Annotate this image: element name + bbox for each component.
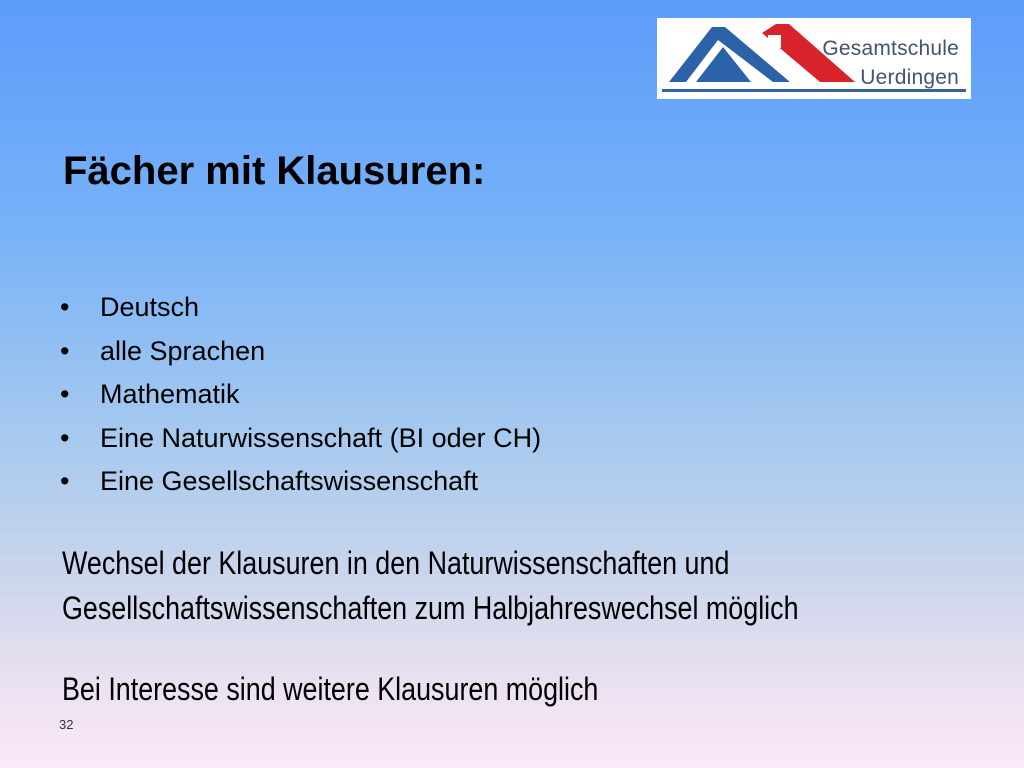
school-name — [822, 34, 959, 92]
school-name-line1: Gesamtschule — [822, 37, 959, 60]
bullet-marker: • — [60, 292, 70, 322]
school-logo — [657, 18, 971, 99]
paragraph-wechsel-line1: Wechsel der Klausuren in den Naturwissenschaften und — [62, 545, 730, 581]
school-name-line2: Uerdingen — [860, 66, 959, 89]
page-number: 32 — [59, 717, 74, 732]
paragraph-interesse: Bei Interesse sind weitere Klausuren möglich — [62, 671, 599, 707]
paragraph-wechsel-line2: Gesellschaftswissenschaften zum Halbjahreswechsel möglich — [62, 590, 799, 626]
slide-title: Fächer mit Klausuren: — [63, 149, 486, 193]
list-item — [58, 286, 541, 330]
subject-list — [58, 286, 541, 504]
list-item-label: alle Sprachen — [100, 335, 266, 366]
list-item-label: Deutsch — [100, 292, 200, 322]
bullet-marker: • — [60, 422, 70, 453]
list-item-label: Mathematik — [100, 379, 240, 409]
list-item — [58, 417, 541, 461]
list-item-label: Eine Gesellschaftswissenschaft — [100, 466, 479, 496]
list-item — [58, 373, 541, 417]
list-item — [58, 460, 541, 504]
logo-underline — [662, 89, 966, 92]
list-item — [58, 330, 541, 374]
bullet-marker: • — [60, 335, 70, 366]
bullet-marker: • — [60, 379, 70, 409]
bullet-marker: • — [60, 466, 70, 496]
paragraph-wechsel — [62, 541, 799, 631]
red-mountain-notch — [768, 35, 781, 48]
list-item-label: Eine Naturwissenschaft (BI oder CH) — [100, 422, 542, 453]
